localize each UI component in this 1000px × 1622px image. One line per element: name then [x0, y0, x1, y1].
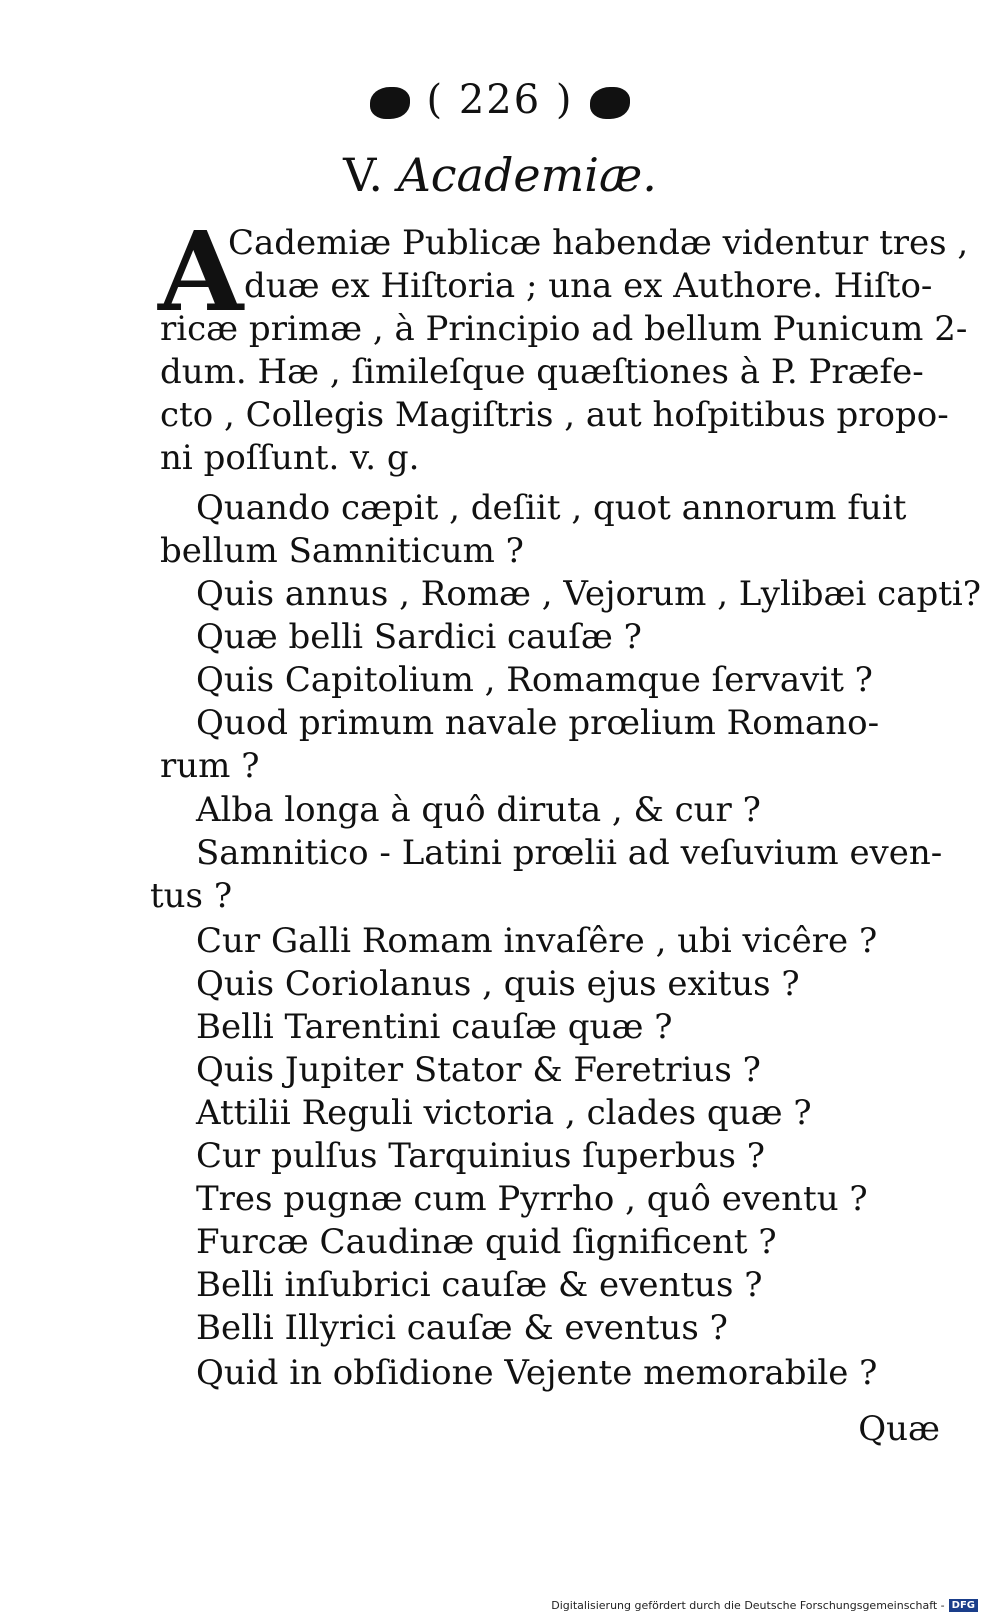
question-line: Cur Galli Romam invaſêre , ubi vicêre ?: [196, 921, 878, 961]
question-line: Quis Coriolanus , quis ejus exitus ?: [196, 964, 800, 1004]
question-line: Belli Illyrici cauſæ & eventus ?: [196, 1308, 728, 1348]
question-line: Quid in obſidione Vejente memorabile ?: [196, 1353, 878, 1393]
question-line: Belli inſubrici cauſæ & eventus ?: [196, 1265, 763, 1305]
question-line: Quando cæpit , deſiit , quot annorum fuit: [196, 488, 907, 528]
right-ornament-icon: [590, 87, 630, 119]
question-line: Cur pulſus Tarquinius ſuperbus ?: [196, 1136, 766, 1176]
question-line: rum ?: [160, 746, 260, 786]
catchword: Quæ: [858, 1409, 940, 1449]
footer-text: Digitalisierung gefördert durch die Deutsche Forschungsgemeinschaft -: [551, 1599, 945, 1612]
question-line: Furcæ Caudinæ quid ſignificent ?: [196, 1222, 777, 1262]
question-line: Quæ belli Sardici cauſæ ?: [196, 617, 642, 657]
question-line: tus ?: [150, 876, 233, 916]
question-line: Attilii Reguli victoria , clades quæ ?: [196, 1093, 812, 1133]
question-line: Tres pugnæ cum Pyrrho , quô eventu ?: [196, 1179, 868, 1219]
intro-line: cto , Collegis Magiſtris , aut hoſpitibus propo-: [160, 395, 949, 435]
section-numeral: V.: [343, 148, 383, 202]
question-line: bellum Samniticum ?: [160, 531, 524, 571]
digitization-footer: [551, 1599, 978, 1612]
question-line: Quis annus , Romæ , Vejorum , Lylibæi capti?: [196, 574, 981, 614]
intro-line: dum. Hæ , ſimileſque quæſtiones à P. Præfe-: [160, 352, 924, 392]
intro-line: ni poſſunt. v. g.: [160, 438, 420, 478]
question-line: Alba longa à quô diruta , & cur ?: [196, 790, 761, 830]
question-line: Quod primum navale prœlium Romano-: [196, 703, 880, 743]
intro-line: Cademiæ Publicæ habendæ videntur tres ,: [228, 223, 969, 263]
intro-line: ricæ primæ , à Principio ad bellum Punicum 2-: [160, 309, 968, 349]
question-line: Belli Tarentini cauſæ quæ ?: [196, 1007, 673, 1047]
left-ornament-icon: [370, 87, 410, 119]
section-heading: Academiæ.: [397, 148, 657, 202]
intro-line: duæ ex Hiſtoria ; una ex Authore. Hiſto-: [244, 266, 933, 306]
drop-cap: A: [158, 207, 244, 336]
section-title: [0, 140, 1000, 210]
page-header: [0, 68, 1000, 132]
question-line: Samnitico - Latini prœlii ad veſuvium even-: [196, 833, 943, 873]
question-line: Quis Capitolium , Romamque ſervavit ?: [196, 660, 873, 700]
page-number: ( 226 ): [426, 77, 574, 123]
dfg-logo: DFG: [949, 1599, 978, 1612]
question-line: Quis Jupiter Stator & Feretrius ?: [196, 1050, 761, 1090]
